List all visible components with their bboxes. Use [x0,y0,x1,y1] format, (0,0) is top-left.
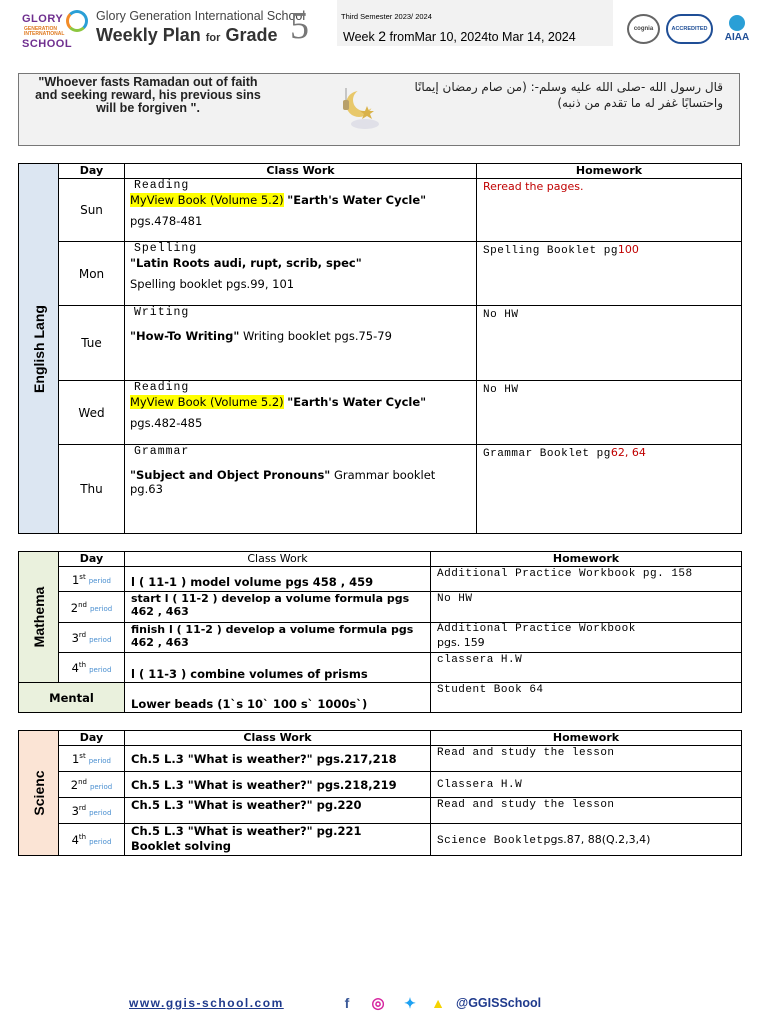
week-label: Week [343,30,375,44]
homework-cell [477,445,742,534]
homework-cell: No HW [431,592,742,623]
quote-arabic: قال رسول الله -صلى الله عليه وسلم-: (من صام رمضان إيمانًا واحتسابًا غفر له ما تقدم من ذنبه) [414,80,723,110]
topic-reading: Reading [134,381,190,394]
plan-title [96,25,277,46]
period-number: 2 [70,600,79,615]
science-header-day: Day [59,731,125,746]
classwork-cell [125,242,477,306]
lesson-title: "Subject and Object Pronouns" [130,468,331,482]
classwork-cell: Ch.5 L.3 "What is weather?" pg.220 [125,798,431,824]
period-suffix: rd [78,631,87,640]
math-header-day: Day [59,552,125,567]
period-suffix: st [79,752,86,761]
day-mon: Mon [59,242,125,306]
snapchat-icon[interactable]: ▲ [431,995,445,1011]
homework-cell [477,306,742,381]
book-highlight: MyView Book (Volume 5.2) [130,193,284,207]
period-cell [59,798,125,824]
period-word: period [89,782,113,791]
lesson-title: "Latin Roots audi, rupt, scrib, spec" [130,256,362,270]
week-number: 2 [378,28,387,44]
homework-text: Science Booklet [437,834,544,847]
table-row [19,592,742,623]
table-row [19,746,742,772]
homework-text: Grammar Booklet pg [483,448,611,460]
day-sun: Sun [59,179,125,242]
homework-cell [431,623,742,653]
period-word: period [89,665,112,674]
period-suffix: nd [78,778,87,787]
period-cell [59,623,125,653]
classwork-cell: start l ( 11-2 ) develop a volume formula pgs 462 , 463 [125,592,431,623]
school-name: Glory Generation International School [96,9,306,23]
plan-title-grade: Grade [225,25,278,45]
globe-icon [729,15,745,31]
table-row [19,242,742,306]
week-dates: fromMar 10, 2024to Mar 14, 2024 [389,30,576,44]
period-word: period [89,808,112,817]
logo-word-glory: GLORY [22,13,64,25]
plan-title-for: for [205,32,221,44]
lesson-title: "Earth's Water Cycle" [287,395,427,409]
cognia-badge-text: cognia [633,26,654,32]
table-row [19,567,742,592]
homework-text: Reread the pages. [483,180,584,193]
homework-cell: Additional Practice Workbook pg. 158 [431,567,742,592]
grade-number: 5 [290,5,309,47]
aiaa-badge-text: AIAA [724,32,750,43]
period-word: period [88,577,112,586]
period-suffix: rd [78,804,87,813]
crescent-moon-icon [331,80,383,132]
homework-pages: 62, 64 [610,446,646,459]
website-link[interactable]: www.ggis-school.com [129,996,284,1010]
science-plan-table [18,730,742,856]
homework-cell [431,824,742,856]
english-header-classwork: Class Work [125,164,477,179]
book-highlight: MyView Book (Volume 5.2) [130,395,284,409]
homework-pages: 100 [617,243,639,256]
homework-cell [477,242,742,306]
school-logo [22,8,88,50]
science-header-homework: Homework [431,731,742,746]
table-row [19,824,742,856]
facebook-icon[interactable]: f [344,995,350,1011]
period-word: period [89,635,112,644]
period-suffix: th [78,661,87,670]
period-number: 4 [71,832,79,847]
accredited-badge [666,14,713,44]
classwork-cell [125,445,477,534]
table-row [19,381,742,445]
period-number: 1 [71,572,80,587]
topic-writing: Writing [134,306,190,319]
science-subject-label: Scienc [30,770,47,816]
homework-text: Additional Practice Workbook [437,623,636,635]
cognia-badge [627,14,660,44]
topic-spelling: Spelling [134,242,198,255]
classwork-cell: l ( 11-1 ) model volume pgs 458 , 459 [125,567,431,592]
homework-text: No HW [483,309,519,321]
homework-pages: pgs.87, 88(Q.2,3,4) [543,832,651,846]
table-row [19,683,742,713]
classwork-cell [125,381,477,445]
logo-small-text: GENERATION INTERNATIONAL [24,26,65,37]
classwork-cell [125,179,477,242]
math-header-homework: Homework [431,552,742,567]
homework-cell: Read and study the lesson [431,798,742,824]
period-cell [59,824,125,856]
period-cell [59,567,125,592]
english-subject-cell [19,164,59,534]
homework-cell: Student Book 64 [431,683,742,713]
classwork-cell: finish l ( 11-2 ) develop a volume formula pgs 462 , 463 [125,623,431,653]
science-header-classwork: Class Work [125,731,431,746]
period-suffix: st [79,572,86,581]
twitter-icon[interactable]: ✦ [404,994,416,1011]
homework-text: Spelling Booklet pg [483,245,618,257]
classwork-cell [125,824,431,856]
period-number: 4 [71,660,79,675]
period-cell [59,653,125,683]
hadith-quote-box [18,73,740,146]
math-plan-table [18,551,742,713]
topic-reading: Reading [134,179,190,192]
homework-pages: pgs. 159 [437,636,485,649]
accredited-badge-text: ACCREDITED [671,26,708,32]
pages-text: Writing booklet pgs.75-79 [243,329,392,343]
table-row [19,179,742,242]
period-cell [59,592,125,623]
logo-word-school: SCHOOL [22,38,73,50]
homework-text: No HW [483,384,519,396]
classwork-note: Booklet solving [131,839,232,853]
table-row [19,306,742,381]
homework-cell [477,179,742,242]
aiaa-badge [718,14,756,44]
classwork-cell [125,306,477,381]
period-cell [59,746,125,772]
day-tue: Tue [59,306,125,381]
science-subject-cell [19,731,59,856]
period-word: period [89,605,113,614]
math-subject-label: Mathema [30,586,47,648]
week-range [343,28,576,44]
pages-text: pgs.478-481 [130,214,203,228]
classwork-cell: Ch.5 L.3 "What is weather?" pgs.217,218 [125,746,431,772]
classwork-cell: l ( 11-3 ) combine volumes of prisms [125,653,431,683]
homework-cell [477,381,742,445]
period-suffix: th [78,833,87,842]
pages-text: pgs.482-485 [130,416,203,430]
topic-grammar: Grammar [134,445,190,458]
lesson-title: "How-To Writing" [130,329,240,343]
english-subject-label: English Lang [30,304,47,393]
homework-cell: classera H.W [431,653,742,683]
instagram-icon[interactable]: ◎ [371,995,385,1012]
period-word: period [89,837,112,846]
english-plan-table [18,163,742,534]
classwork-text: Ch.5 L.3 "What is weather?" pg.221 [131,824,362,838]
period-number: 3 [71,803,79,818]
period-suffix: nd [78,600,87,609]
period-number: 1 [71,751,80,766]
period-number: 3 [71,630,79,645]
period-word: period [88,756,112,765]
pages-text: Grammar booklet pg.63 [130,468,436,496]
table-row [19,772,742,798]
homework-cell: Read and study the lesson [431,746,742,772]
semester-label: Third Semester 2023/ 2024 [341,12,432,21]
math-subject-cell [19,552,59,683]
day-wed: Wed [59,381,125,445]
table-row [19,798,742,824]
english-header-day: Day [59,164,125,179]
pages-text: Spelling booklet pgs.99, 101 [130,277,295,291]
table-row [19,623,742,653]
social-handle[interactable]: @GGISSchool [456,996,542,1010]
mental-label: Mental [19,683,125,713]
math-header-classwork: Class Work [125,552,431,567]
period-number: 2 [70,777,79,792]
period-cell [59,772,125,798]
classwork-cell: Ch.5 L.3 "What is weather?" pgs.218,219 [125,772,431,798]
lesson-title: "Earth's Water Cycle" [287,193,427,207]
logo-swirl-icon [66,10,88,32]
english-header-homework: Homework [477,164,742,179]
table-row [19,445,742,534]
table-row [19,653,742,683]
classwork-cell: Lower beads (1`s 10` 100 s` 1000s`) [125,683,431,713]
quote-english: "Whoever fasts Ramadan out of faith and seeking reward, his previous sins will be forgiven ". [35,75,261,115]
plan-title-weekly: Weekly Plan [96,25,201,45]
homework-cell: Classera H.W [431,772,742,798]
day-thu: Thu [59,445,125,534]
